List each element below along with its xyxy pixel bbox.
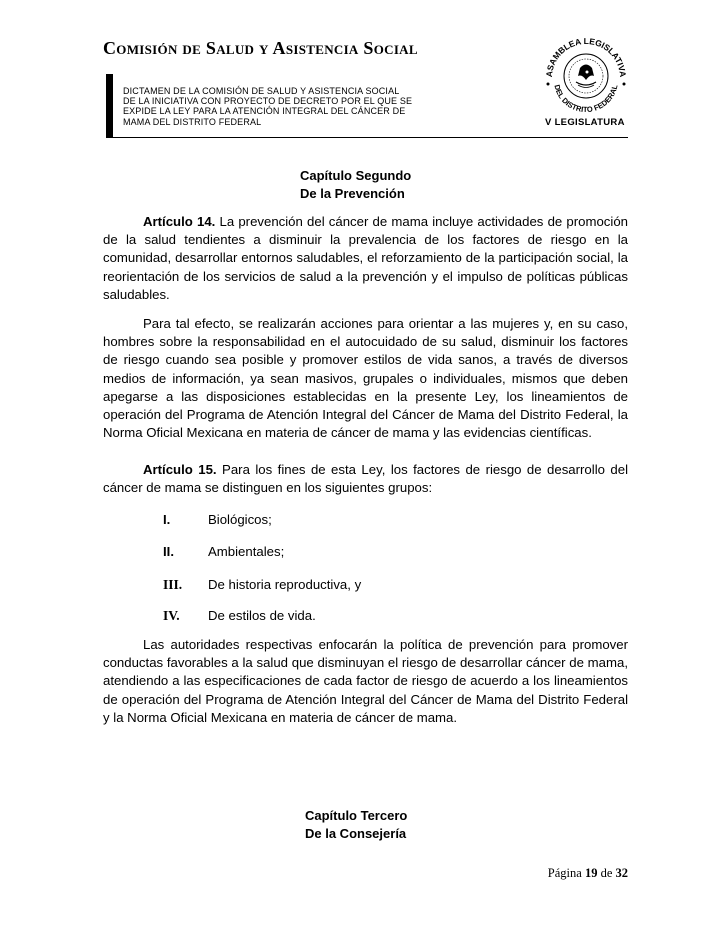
authorities-paragraph — [103, 636, 628, 727]
page-number — [548, 866, 628, 881]
seal-dot — [623, 83, 626, 86]
seal-dot — [547, 83, 550, 86]
commission-title: Comisión de Salud y Asistencia Social — [103, 38, 418, 58]
list-text: De estilos de vida. — [208, 608, 316, 623]
paragraph-text: Las autoridades respectivas enfocarán la política de prevención para promover conductas favorables a la salud que disminuyan el riesgo de desarrollar cáncer de mama, atendiendo a las especificaciones de cada factor de riesgo de acuerdo a los lineamientos de operación del Programa de Atención Integral del Cáncer de Mama del Distrito Federal y la Norma Oficial Mexicana en materia de cáncer de mama. — [103, 637, 628, 725]
paragraph-text: Para tal efecto, se realizarán acciones para orientar a las mujeres y, en su caso, hombres sobre la responsabilidad en el autocuidado de su salud, disminuir los factores de riesgo cuando sea posible y promover estilos de vida sanos, a través de diversos medios de información, ya sean masivos, grupales o individuales, mismos que deben apegarse a las disposiciones establecidas en la presente Ley, los lineamientos de operación del Programa de Atención Integral del Cáncer de Mama del Distrito Federal, la Norma Oficial Mexicana en materia de cáncer de mama y las evidencias científicas. — [103, 316, 628, 441]
chapter-subtitle: De la Prevención — [300, 186, 405, 201]
svg-text:DEL DISTRITO FEDERAL — [552, 83, 619, 114]
chapter-heading — [305, 807, 407, 843]
list-text: De historia reproductiva, y — [208, 577, 362, 592]
dictamen-line: EXPIDE LA LEY PARA LA ATENCIÓN INTEGRAL DEL CÁNCER DE — [123, 106, 406, 117]
article-label: Artículo 14. — [143, 214, 216, 229]
chapter-title: Capítulo Tercero — [305, 808, 408, 823]
list-number: IV. — [163, 608, 180, 623]
list-number: III. — [163, 577, 183, 592]
page-total: 32 — [615, 866, 628, 880]
chapter-title: Capítulo Segundo — [300, 168, 412, 183]
seal-text-bottom: DEL DISTRITO FEDERAL — [552, 83, 620, 115]
chapter-heading — [300, 167, 411, 203]
dictamen-line: DICTAMEN DE LA COMISIÓN DE SALUD Y ASISTENCIA SOCIAL — [123, 86, 400, 96]
list-number: I. — [163, 512, 171, 527]
list-text: Biológicos; — [208, 512, 272, 527]
prevention-actions-paragraph — [103, 315, 628, 442]
article-14-paragraph — [103, 213, 628, 304]
page-word: Página — [547, 866, 582, 880]
article-text: La prevención del cáncer de mama incluye actividades de promoción de la salud tendientes a disminuir la prevalencia de los factores de riesgo en la comunidad, desarrollar entornos saludables, el reforzamiento de la participación social, la reorientación de los servicios de salud a la prevención y el impulso de políticas públicas saludables. — [103, 214, 628, 302]
page-current: 19 — [584, 866, 598, 880]
article-15-paragraph — [103, 461, 628, 497]
dictamen-line: DE LA INICIATIVA CON PROYECTO DE DECRETO POR EL QUE SE — [123, 96, 413, 107]
assembly-seal-logo — [540, 28, 632, 120]
chapter-subtitle: De la Consejería — [305, 826, 407, 841]
of-word: de — [600, 866, 613, 880]
header-divider — [106, 137, 628, 138]
seal-text-top: ASAMBLEA LEGISLATIVA — [543, 35, 629, 78]
list-text: Ambientales; — [208, 544, 285, 559]
header-accent-bar — [106, 74, 113, 138]
article-label: Artículo 15. — [143, 462, 217, 477]
eagle-emblem-icon — [576, 65, 596, 88]
dictamen-line: MAMA DEL DISTRITO FEDERAL — [123, 116, 262, 127]
dictamen-title — [123, 86, 423, 127]
article-text: Para los fines de esta Ley, los factores de riesgo de desarrollo del cáncer de mama se distinguen en los siguientes grupos: — [103, 462, 628, 496]
list-number: II. — [163, 544, 174, 559]
legislatura-label: V LEGISLATURA — [545, 117, 625, 128]
